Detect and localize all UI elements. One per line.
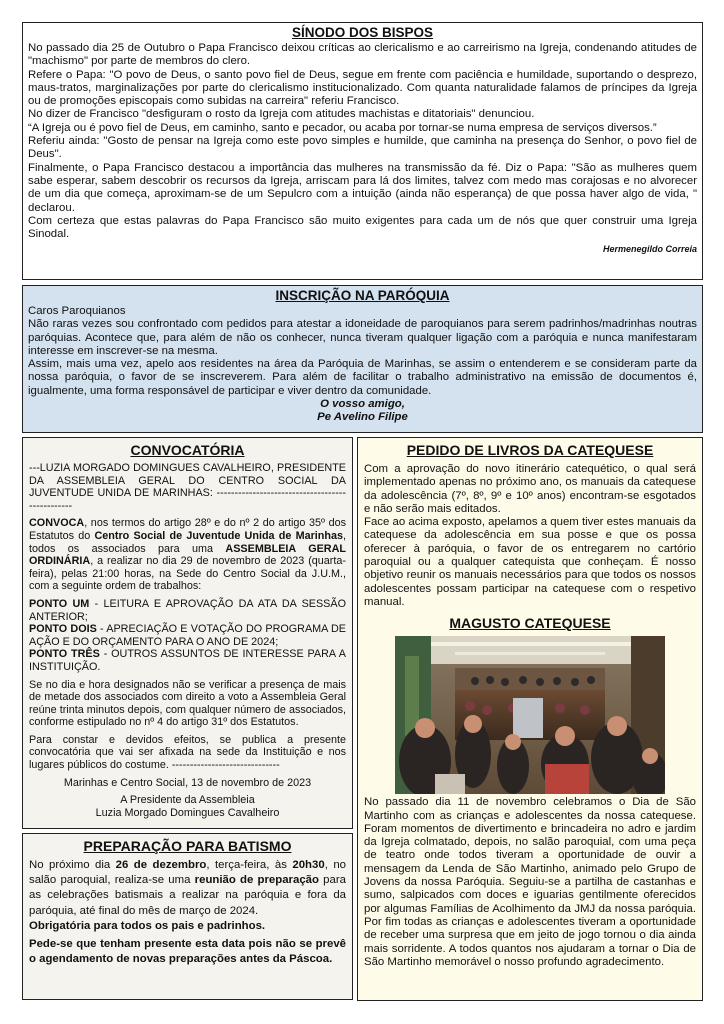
sinodo-title: SÍNODO DOS BISPOS — [291, 25, 434, 40]
inscricao-title: INSCRIÇÃO NA PARÓQUIA — [275, 288, 450, 303]
batismo-paragraph — [29, 858, 346, 919]
inscricao-signature: Pe Avelino Filipe — [317, 411, 408, 424]
sinodo-paragraph: Refere o Papa: "O povo de Deus, o santo povo fiel de Deus, segue em frente com paciência e humildade, suportando o desprezo, maus-tratos, marginalizações por parte do clericalismo institucionalizado. Com quanta naturalidade falamos de príncipes da Igreja ou de promoções episcopais como subidas na carreira" referiu Francisco. — [28, 68, 697, 108]
sinodo-paragraph: Finalmente, o Papa Francisco destacou a importância das mulheres na transmissão da fé. Diz o Papa: "São as mulheres quem sabe esperar, sabem descobrir os recursos da Igreja, arriscam para lá dos limites, talvez com medo mas corajosas e no alvorecer de um dia que começa, aproximam-se de um Sepulcro com a intuição (ainda não esperança) de que possa haver algo de vida, " declarou. — [28, 161, 697, 214]
agenda-item-text: - OUTROS ASSUNTOS DE INTERESSE PARA A INSTITUIÇÃO. — [29, 648, 346, 673]
inscricao-section — [22, 285, 703, 433]
sinodo-section — [22, 22, 703, 280]
batismo-requirement-text: Obrigatória para todos os pais e padrinhos. — [29, 919, 266, 932]
magusto-event-photo — [395, 636, 665, 794]
batismo-text: , no salão paroquial, realiza-se uma — [29, 859, 346, 887]
inscricao-greeting: Caros Paroquianos — [28, 305, 126, 317]
convoca-text: , nos termos do artigo 28º e do nº 2 do artigo 35º dos Estatutos do — [29, 517, 346, 542]
batismo-date: 26 de dezembro — [115, 859, 207, 871]
agenda-item-label: PONTO DOIS — [29, 623, 97, 636]
batismo-section — [22, 833, 353, 1000]
batismo-text: para as celebrações batismais a realizar na paróquia e fora da paróquia, até final do mês de março de 2024. — [29, 874, 346, 917]
convoca-entity: Centro Social de Juventude Unida de Marinhas — [94, 529, 343, 542]
sinodo-signature: Hermenegildo Correia — [602, 244, 697, 255]
magusto-title: MAGUSTO CATEQUESE — [449, 615, 611, 632]
livros-paragraph: Face ao acima exposto, apelamos a quem tiver estes manuais da catequese da adolescência em sua posse e que os possa oferecer à paróquia, o favor de os entregarem no cartório paroquial ou a qualquer catequista que conheçam. É nosso objetivo reunir os manuais necessários para que todos os nossos adolescentes possam participar na catequese com o respetivo manual. — [364, 516, 696, 608]
livros-magusto-section — [357, 437, 703, 1001]
convoca-word: CONVOCA — [29, 517, 85, 530]
agenda-item — [29, 648, 346, 673]
convocatoria-publication: Para constar e devidos efeitos, se publica a presente convocatória que vai ser afixada na sede da Instituição e nos lugares públicos do costume. ------------------------------ — [29, 733, 346, 772]
batismo-note — [29, 937, 346, 967]
sinodo-paragraph: No passado dia 25 de Outubro o Papa Francisco deixou críticas ao clericalismo e ao carreirismo na Igreja, condenando atitudes de "machismo" por parte de membros do clero. — [28, 42, 697, 68]
sinodo-paragraph: Com certeza que estas palavras do Papa Francisco são muito exigentes para cada um de nós que quer construir uma Igreja Sinodal. — [28, 214, 697, 241]
agenda-item — [29, 598, 346, 623]
batismo-text: No próximo dia — [29, 859, 116, 871]
convocatoria-title: CONVOCATÓRIA — [130, 442, 245, 458]
agenda-item-label: PONTO UM — [29, 597, 90, 610]
livros-title: PEDIDO DE LIVROS DA CATEQUESE — [406, 442, 654, 458]
magusto-paragraph: No passado dia 11 de novembro celebramos o Dia de São Martinho com as crianças e adolescentes da nossa catequese. Foram momentos de divertimento e brincadeira no adro e jardim da Igreja colmatado, depois, no salão paroquial, com uma peça de teatro onde todos tiveram a oportunidade de ouvir a mensagem da Lenda de São Martinho, animado pelo Grupo de Jovens da nossa Paróquia. Seguiu-se a partilha de castanhas e sumo, salpicados com doces e iguarias gentilmente oferecidos por algumas Famílias de Acolhimento da JMJ da nossa paróquia. Por fim todas as crianças e adolescentes tiveram a oportunidade de receber uma surpresa que em jeito de jogo tornou o dia ainda mais sorridente. A todos quantos nos ajudaram a tornar o Dia de São Martinho memorável o nosso profundo agradecimento. — [364, 796, 696, 968]
agenda-item-label: PONTO TRÊS — [29, 648, 100, 661]
convocatoria-sign-role: A Presidente da Assembleia — [120, 794, 255, 807]
sinodo-paragraph: Referiu ainda: "Gosto de pensar na Igreja como este povo simples e humilde, que caminha na presença do Senhor, o povo fiel de Deus". — [28, 135, 697, 161]
convoca-text: , todos os associados para uma — [29, 529, 346, 555]
inscricao-paragraph: Assim, mais uma vez, apelo aos residentes na área da Paróquia de Marinhas, se assim o entenderem e se consideram parte da nossa paróquia, o favor de se inscreverem. Para além de facilitar o trabalho administrativo na emissão de documentos é, igualmente, uma forma responsável de participar e viver dentro da comunidade. — [28, 358, 697, 397]
convoca-meeting: ASSEMBLEIA GERAL ORDINÁRIA — [29, 542, 346, 568]
sinodo-paragraph: No dizer de Francisco "desfiguram o rosto da Igreja com atitudes machistas e ditatoriais" denunciou. — [28, 108, 535, 121]
agenda-list — [29, 598, 346, 674]
agenda-item-text: - APRECIAÇÃO E VOTAÇÃO DO PROGRAMA DE AÇÃO E DO ORÇAMENTO PARA O ANO DE 2024; — [29, 623, 347, 648]
inscricao-closing: O vosso amigo, — [320, 398, 405, 411]
convocatoria-intro: ---LUZIA MORGADO DOMINGUES CAVALHEIRO, PRESIDENTE DA ASSEMBLEIA GERAL DO CENTRO SOCIAL DA JUVENTUDE UNIDA DE MARINHAS: ------------------------------------------------ — [29, 462, 346, 512]
convocatoria-sign-name: Luzia Morgado Domingues Cavalheiro — [95, 806, 280, 819]
convocatoria-convoca — [29, 517, 346, 593]
agenda-item — [29, 623, 346, 648]
sinodo-paragraph: “A Igreja ou é povo fiel de Deus, em caminho, santo e pecador, ou acaba por tornar-se numa empresa de serviços diversos.” — [28, 121, 657, 134]
batismo-note-text: Pede-se que tenham presente esta data pois não se prevê o agendamento de novas preparações antes da Páscoa. — [29, 938, 346, 966]
batismo-text: , terça-feira, às — [206, 859, 293, 871]
batismo-title: PREPARAÇÃO PARA BATISMO — [83, 838, 292, 854]
batismo-requirement — [29, 919, 346, 934]
convocatoria-quorum: Se no dia e hora designados não se verificar a presença de mais de metade dos associados com direito a voto a Assembleia Geral reúne trinta minutos depois, com qualquer número de associados, conforme estipulado no nº 4 do artigo 31º dos Estatutos. — [29, 678, 346, 729]
agenda-item-text: - LEITURA E APROVAÇÃO DA ATA DA SESSÃO ANTERIOR; — [29, 597, 346, 623]
inscricao-paragraph: Não raras vezes sou confrontado com pedidos para atestar a idoneidade de paroquianos para serem padrinhos/madrinhas noutras paróquias. Acontece que, para além de não os conhecer, nunca tiveram qualquer ligação com a paróquia e nunca manifestaram interesse em inscrever-se na mesma. — [28, 318, 697, 357]
livros-paragraph: Com a aprovação do novo itinerário catequético, o qual será implementado apenas no próximo ano, os manuais da catequese da adolescência (7º, 8º, 9º e 10º anos) encontram-se esgotados e não serão mais editados. — [364, 463, 696, 515]
convocatoria-place-date: Marinhas e Centro Social, 13 de novembro de 2023 — [63, 776, 312, 789]
convocatoria-section — [22, 437, 353, 829]
batismo-time: 20h30 — [292, 859, 325, 871]
convoca-text: , a realizar no dia 29 de novembro de 2023 (quarta-feira), pelas 21:00 horas, na Sede do Centro Social da J.U.M., com a seguinte ordem de trabalhos: — [29, 555, 346, 593]
batismo-event: reunião de preparação — [194, 874, 319, 887]
